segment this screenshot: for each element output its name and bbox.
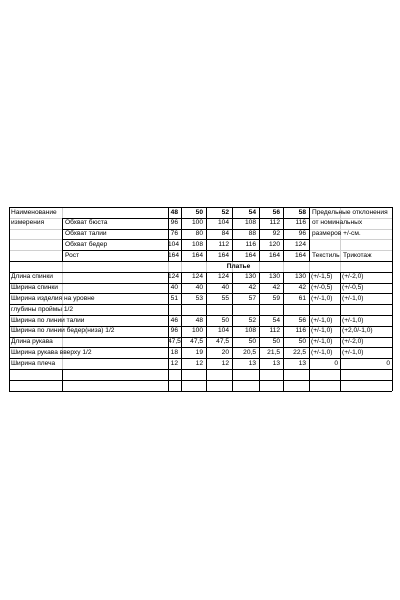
body-measure-value: 108 [191,240,203,248]
table-border [9,337,392,338]
tolerance-knit: 0 [386,359,390,367]
table-border [9,207,392,208]
tolerance-textile: (+/-1,5) [311,273,333,281]
knit-label: Трикотаж [343,251,372,259]
tolerance-textile: (+/-1,0) [311,338,333,346]
garment-measure-value: 57 [248,294,256,302]
header-name-label: Наименование [11,208,57,216]
garment-measure-value: 51 [170,294,178,302]
garment-measure-value: 124 [191,273,203,281]
tolerance-textile: 0 [334,359,338,367]
body-measure-value: 84 [221,230,229,238]
garment-measure-value: 47,5 [216,338,229,346]
table-border [206,207,207,261]
garment-measure-value: 53 [195,294,203,302]
garment-measure-value: 47,5 [168,338,181,346]
table-border [232,207,233,261]
body-measure-value: 164 [244,251,256,259]
body-measure-value: 88 [248,230,256,238]
garment-measure-value: 47,5 [190,338,203,346]
body-measure-label: Рост [65,251,80,259]
garment-measure-value: 42 [272,284,280,292]
section-title: Платье [226,262,251,270]
body-measure-label: Обхват бедер [65,240,108,248]
garment-measure-value: 50 [298,338,306,346]
garment-measure-label: Ширина изделия на уровне [11,294,95,302]
tolerance-textile: (+/-1,0) [311,316,333,324]
tolerance-header: размеров +/-см. [312,230,361,238]
garment-measure-value: 100 [191,327,203,335]
garment-measure-value: 20 [221,348,229,356]
garment-measure-value: 40 [221,284,229,292]
table-border [9,391,392,392]
garment-measure-value: 13 [298,359,306,367]
garment-measure-value: 96 [170,327,178,335]
tolerance-textile: (+/-1,0) [311,327,333,335]
garment-measure-value: 55 [221,294,229,302]
table-border [9,369,392,370]
body-measure-value: 116 [295,219,306,227]
table-border [259,207,260,261]
garment-measure-value: 104 [217,327,229,335]
body-measure-label: Обхват талии [65,230,107,238]
garment-measure-value: 18 [170,348,178,356]
body-measure-value: 124 [294,240,306,248]
table-border [168,272,169,391]
garment-measure-value: 130 [294,273,306,281]
body-measure-value: 120 [268,240,280,248]
garment-measure-value: 22,5 [293,348,306,356]
table-border [283,272,284,391]
table-border [340,272,341,391]
table-border [62,239,309,240]
body-measure-value: 164 [168,251,180,259]
tolerance-header: от номинальных [312,219,363,227]
body-measure-value: 164 [294,251,306,259]
garment-measure-value: 12 [170,359,178,367]
garment-measure-value: 12 [195,359,203,367]
size-header-48: 48 [170,208,178,216]
garment-measure-value: 54 [272,316,280,324]
table-border [9,315,392,316]
garment-measure-value: 13 [248,359,256,367]
garment-measure-label: Ширина плеча [11,359,56,367]
garment-measure-label: глубины проймы 1/2 [11,305,74,313]
garment-measure-value: 130 [244,273,256,281]
size-header-58: 58 [298,208,306,216]
tolerance-knit: (+/-1,0) [342,316,364,324]
body-measure-value: 100 [191,219,203,227]
table-border [9,283,392,284]
body-measure-value: 116 [245,240,256,248]
garment-measure-value: 42 [298,284,306,292]
tolerance-knit: (+/-2,0) [342,273,364,281]
body-measure-value: 112 [269,219,280,227]
table-border [9,380,392,381]
body-measure-value: 112 [218,240,229,248]
garment-measure-value: 13 [272,359,280,367]
table-border [9,304,392,305]
body-measure-value: 104 [168,240,180,248]
garment-measure-value: 21,5 [267,348,280,356]
table-border [9,347,392,348]
size-header-50: 50 [195,208,203,216]
garment-measure-value: 124 [168,273,180,281]
table-border [62,218,309,219]
garment-measure-label: Ширина по линии бедер(низа) 1/2 [11,327,115,335]
body-measure-value: 104 [217,219,229,227]
table-border [9,326,392,327]
table-border [9,293,392,294]
tolerance-header: Предельные отклонения [312,208,388,216]
garment-measure-value: 116 [295,327,306,335]
size-header-52: 52 [221,208,229,216]
body-measure-value: 92 [272,230,280,238]
table-border [232,272,233,391]
table-border [181,272,182,391]
size-header-56: 56 [272,208,280,216]
table-border [9,272,392,273]
table-border [62,229,309,230]
tolerance-knit: (+/-1,0) [342,348,364,356]
garment-measure-value: 46 [170,316,178,324]
body-measure-value: 76 [170,230,178,238]
table-border [181,207,182,261]
garment-measure-label: Ширина спинки [11,284,58,292]
table-border [9,207,10,391]
garment-measure-value: 48 [195,316,203,324]
tolerance-textile: (+/-1,0) [311,348,333,356]
table-border [309,272,310,391]
garment-measure-label: Ширина по линии талии [11,316,85,324]
garment-measure-value: 50 [221,316,229,324]
garment-measure-value: 108 [244,327,256,335]
body-measure-value: 96 [170,219,178,227]
table-border [206,272,207,391]
table-border [62,369,63,391]
table-border [309,207,310,261]
tolerance-knit: (+/-1,0) [342,294,364,302]
garment-measure-value: 61 [298,294,306,302]
table-border [283,207,284,261]
table-border [62,218,63,261]
table-border [392,207,393,391]
table-border [62,250,309,251]
textile-label: Текстиль [312,251,340,259]
garment-measure-value: 50 [248,338,256,346]
garment-measure-value: 50 [272,338,280,346]
garment-measure-value: 20,5 [243,348,256,356]
garment-measure-value: 56 [298,316,306,324]
table-border [9,261,392,262]
table-border [259,272,260,391]
header-measure-label: измерения [11,219,45,227]
garment-measure-value: 130 [268,273,280,281]
tolerance-knit: (+2,0/-1,0) [342,327,373,335]
body-measure-value: 96 [298,230,306,238]
garment-measure-value: 59 [272,294,280,302]
garment-measure-value: 40 [195,284,203,292]
garment-measure-value: 19 [195,348,203,356]
body-measure-value: 164 [191,251,203,259]
garment-measure-label: Длина спинки [11,273,53,281]
body-measure-value: 164 [217,251,229,259]
tolerance-textile: (+/-1,0) [311,294,333,302]
garment-measure-value: 42 [248,284,256,292]
body-measure-value: 80 [195,230,203,238]
body-measure-value: 164 [268,251,280,259]
garment-measure-value: 40 [170,284,178,292]
table-border [9,358,392,359]
tolerance-knit: (+/-0,5) [342,284,364,292]
body-measure-label: Обхват бюста [65,219,108,227]
table-border [168,207,169,261]
garment-measure-value: 12 [221,359,229,367]
garment-measure-value: 112 [269,327,280,335]
size-header-54: 54 [248,208,256,216]
garment-measure-value: 124 [217,273,229,281]
body-measure-value: 108 [244,219,256,227]
tolerance-textile: (+/-0,5) [311,284,333,292]
garment-measure-label: Ширина рукава вверху 1/2 [11,348,92,356]
garment-measure-label: Длина рукава [11,338,53,346]
garment-measure-value: 52 [248,316,256,324]
tolerance-knit: (+/-2,0) [342,338,364,346]
